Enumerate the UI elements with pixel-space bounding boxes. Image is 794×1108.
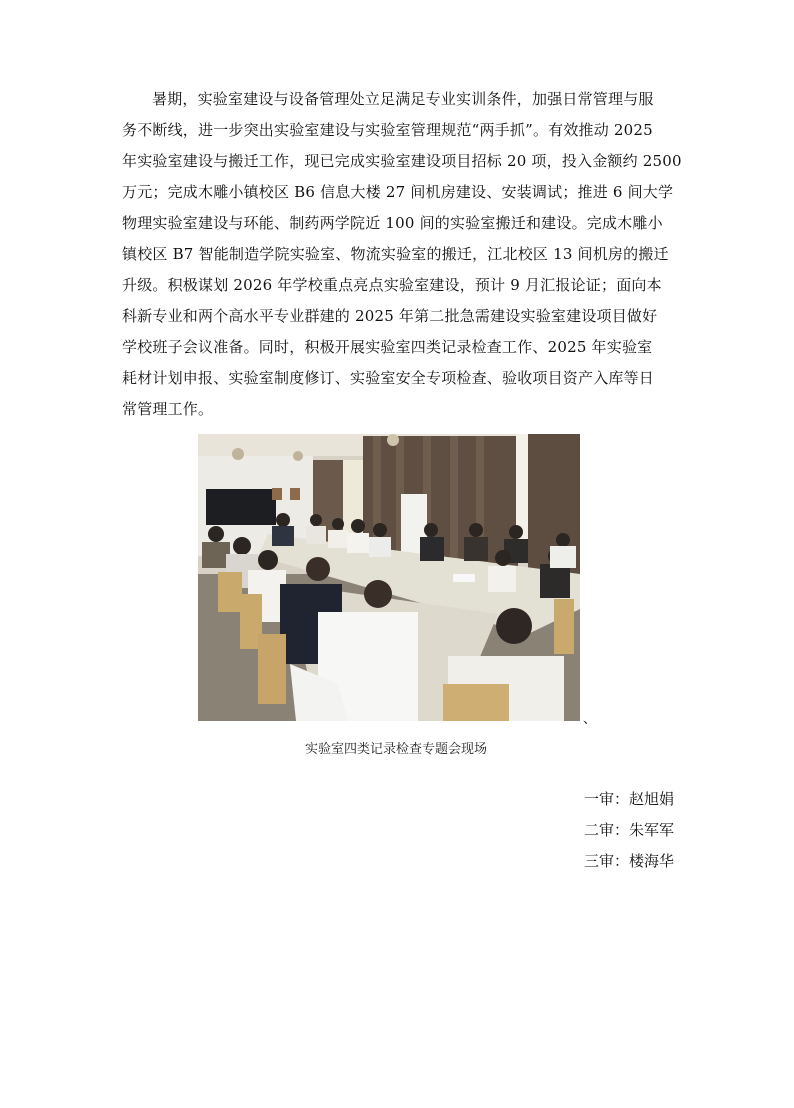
paragraph-line: 万元；完成木雕小镇校区 B6 信息大楼 27 间机房建设、安装调试；推进 6 间大学: [122, 183, 674, 201]
figure-caption: 实验室四类记录检查专题会现场: [304, 742, 487, 757]
paragraph-line: 耗材计划申报、实验室制度修订、实验室安全专项检查、验收项目资产入库等日: [122, 369, 655, 387]
figure-trailing-mark: 、: [583, 712, 597, 727]
paragraph-line: 学校班子会议准备。同时，积极开展实验室四类记录检查工作、2025 年实验室: [122, 338, 653, 356]
paragraph-line: 科新专业和两个高水平专业群建的 2025 年第二批急需建设实验室建设项目做好: [122, 307, 658, 325]
paragraph-line: 务不断线，进一步突出实验室建设与实验室管理规范“两手抓”。有效推动 2025: [122, 121, 653, 139]
paragraph-line: 年实验室建设与搬迁工作，现已完成实验室建设项目招标 20 项，投入金额约 2500: [122, 152, 682, 170]
reviewer-first: 一审：赵旭娟: [583, 790, 674, 808]
paragraph-line: 升级。积极谋划 2026 年学校重点亮点实验室建设，预计 9 月汇报论证；面向本: [122, 276, 662, 294]
reviewer-third: 三审：楼海华: [583, 852, 674, 870]
paragraph-line: 物理实验室建设与环能、制药两学院近 100 间的实验室搬迁和建设。完成木雕小: [122, 214, 663, 232]
paragraph-line: 镇校区 B7 智能制造学院实验室、物流实验室的搬迁，江北校区 13 间机房的搬迁: [122, 245, 669, 263]
reviewer-second: 二审：朱军军: [583, 821, 674, 839]
meeting-photo: [198, 434, 580, 721]
reviewer-list: [584, 784, 674, 877]
paragraph-line: 常管理工作。: [122, 400, 214, 418]
article-paragraph: [122, 84, 682, 425]
paragraph-line: 暑期，实验室建设与设备管理处立足满足专业实训条件，加强日常管理与服: [152, 90, 654, 108]
